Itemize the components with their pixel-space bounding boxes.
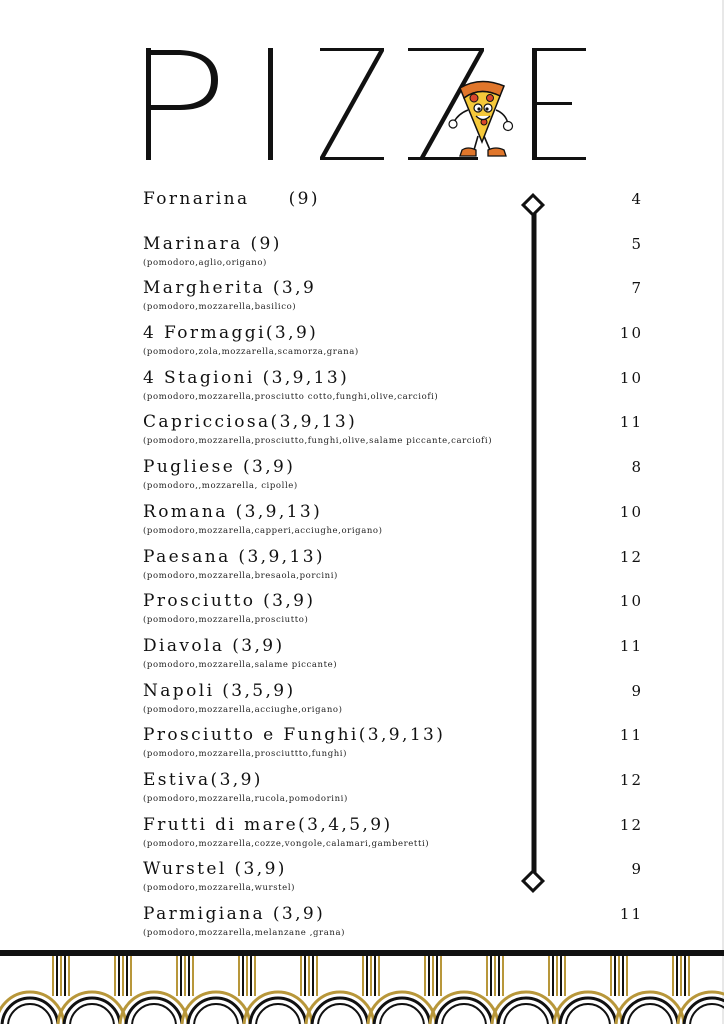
menu-item-ingredients: (pomodoro,mozzarella,rucola,pomodorini) bbox=[143, 793, 348, 804]
title-lettering bbox=[140, 40, 600, 170]
arch-motif bbox=[616, 992, 684, 1024]
menu-item-name: Paesana (3,9,13) bbox=[143, 546, 325, 567]
menu-item bbox=[143, 678, 643, 723]
menu-item-ingredients: (pomodoro,mozzarella,prosciutto cotto,funghi,olive,carciofi) bbox=[143, 391, 439, 402]
menu-item-name: 4 Stagioni (3,9,13) bbox=[143, 367, 350, 388]
menu-item-name: Prosciutto (3,9) bbox=[143, 591, 316, 612]
arch-motif bbox=[0, 992, 64, 1024]
arch-motif bbox=[430, 992, 498, 1024]
menu-item bbox=[143, 812, 643, 857]
menu-item bbox=[143, 544, 643, 589]
menu-item-price: 12 bbox=[619, 547, 643, 566]
menu-item-ingredients: (pomodoro,mozzarella,basilico) bbox=[143, 302, 297, 313]
arch-motif bbox=[182, 992, 250, 1024]
menu-item-name: Frutti di mare(3,4,5,9) bbox=[143, 814, 393, 835]
arch-motif bbox=[244, 992, 312, 1024]
menu-item-ingredients: (pomodoro,mozzarella,bresaola,porcini) bbox=[143, 570, 338, 581]
menu-item-ingredients: (pomodoro,mozzarella,cozze,vongole,calamari,gamberetti) bbox=[143, 838, 430, 849]
menu-item-name: Romana (3,9,13) bbox=[143, 501, 323, 522]
menu-item-name: Margherita (3,9 bbox=[143, 278, 317, 299]
menu-item-ingredients: (pomodoro,mozzarella,prosciuttto,funghi) bbox=[143, 749, 348, 760]
menu-item-price: 11 bbox=[619, 636, 643, 655]
menu-item bbox=[143, 186, 643, 231]
menu-item-price: 11 bbox=[619, 413, 643, 432]
menu-item-name: Diavola (3,9) bbox=[143, 635, 285, 656]
menu-item-name: 4 Formaggi(3,9) bbox=[143, 323, 319, 344]
diamond-top-icon bbox=[523, 195, 543, 215]
menu-item-price: 9 bbox=[631, 860, 643, 879]
menu-item bbox=[143, 633, 643, 678]
menu-item-name: Parmigiana (3,9) bbox=[143, 904, 326, 924]
menu-item-price: 11 bbox=[619, 905, 643, 923]
menu-item-name: Marinara (9) bbox=[143, 233, 282, 254]
menu-item-ingredients: (pomodoro,mozzarella,prosciutto) bbox=[143, 615, 309, 626]
menu-item-ingredients: (pomodoro,,mozzarella, cipolle) bbox=[143, 481, 298, 492]
menu-item-price: 8 bbox=[631, 458, 643, 477]
menu-item-name: Prosciutto e Funghi(3,9,13) bbox=[143, 725, 446, 746]
menu-item bbox=[143, 767, 643, 812]
menu-item bbox=[143, 454, 643, 499]
menu-item-name: Capricciosa(3,9,13) bbox=[143, 412, 358, 433]
menu-item-price: 10 bbox=[619, 592, 643, 611]
menu-item-ingredients: (pomodoro,mozzarella,acciughe,origano) bbox=[143, 704, 343, 715]
menu-item-price: 12 bbox=[619, 815, 643, 834]
menu-item-ingredients: (pomodoro,mozzarella,capperi,acciughe,origano) bbox=[143, 525, 383, 536]
menu-item bbox=[143, 588, 643, 633]
menu-item bbox=[143, 409, 643, 454]
menu-item bbox=[143, 365, 643, 410]
art-deco-arch-pattern bbox=[0, 956, 724, 1024]
pizza-menu-list bbox=[143, 186, 643, 946]
menu-item bbox=[143, 901, 643, 946]
menu-item bbox=[143, 722, 643, 767]
menu-item-price: 10 bbox=[619, 502, 643, 521]
vertical-divider bbox=[520, 192, 548, 894]
arch-motif bbox=[120, 992, 188, 1024]
menu-item-ingredients: (pomodoro,mozzarella,melanzane ,grana) bbox=[143, 928, 346, 938]
arch-motif bbox=[368, 992, 436, 1024]
menu-item bbox=[143, 275, 643, 320]
menu-item-name: Wurstel (3,9) bbox=[143, 859, 287, 880]
menu-item-price: 9 bbox=[631, 681, 643, 700]
menu-item-name: Pugliese (3,9) bbox=[143, 457, 296, 478]
pizza-slice-mascot-icon bbox=[446, 76, 514, 160]
menu-item-price: 10 bbox=[619, 324, 643, 343]
arch-motif bbox=[554, 992, 622, 1024]
menu-item-ingredients: (pomodoro,mozzarella,wurstel) bbox=[143, 883, 296, 894]
arch-motif bbox=[492, 992, 560, 1024]
menu-item-price: 11 bbox=[619, 726, 643, 745]
menu-item-ingredients: (pomodoro,aglio,origano) bbox=[143, 257, 267, 268]
menu-item bbox=[143, 499, 643, 544]
menu-item bbox=[143, 231, 643, 276]
arch-motif bbox=[58, 992, 126, 1024]
menu-item-name: Napoli (3,5,9) bbox=[143, 680, 296, 701]
menu-item bbox=[143, 856, 643, 901]
menu-item-price: 10 bbox=[619, 368, 643, 387]
diamond-bottom-icon bbox=[523, 871, 543, 891]
arch-motif bbox=[678, 992, 724, 1024]
menu-item bbox=[143, 320, 643, 365]
menu-item-name: Fornarina (9) bbox=[143, 189, 320, 209]
menu-item-price: 4 bbox=[631, 190, 643, 208]
menu-item-ingredients: (pomodoro,mozzarella,salame piccante) bbox=[143, 659, 338, 670]
menu-item-name: Estiva(3,9) bbox=[143, 769, 263, 790]
page-title bbox=[140, 40, 600, 170]
menu-item-price: 7 bbox=[631, 279, 643, 298]
menu-item-price: 12 bbox=[619, 770, 643, 789]
menu-item-price: 5 bbox=[631, 234, 643, 253]
menu-item-ingredients: (pomodoro,zola,mozzarella,scamorza,grana) bbox=[143, 347, 359, 358]
arch-motif bbox=[306, 992, 374, 1024]
menu-item-ingredients: (pomodoro,mozzarella,prosciutto,funghi,olive,salame piccante,carciofi) bbox=[143, 436, 493, 447]
